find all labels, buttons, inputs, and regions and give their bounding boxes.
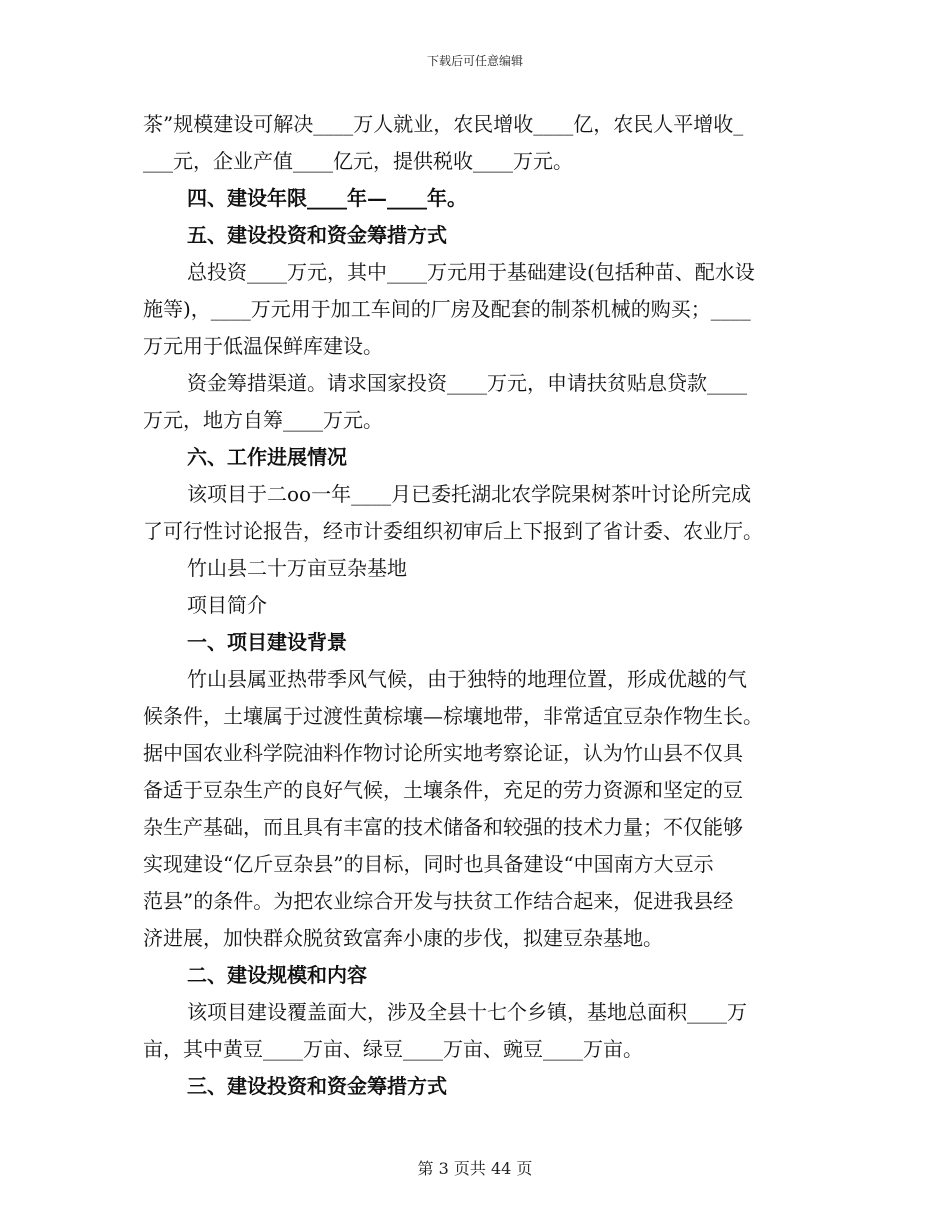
text-line: 济进展，加快群众脱贫致富奔小康的步伐，拟建豆杂基地。 bbox=[143, 926, 663, 950]
text-line: 该项目建设覆盖面大，涉及全县十七个乡镇，基地总面积____万 bbox=[187, 1000, 747, 1024]
section-heading: 二、建设规模和内容 bbox=[187, 963, 367, 987]
text-line: 茶”规模建设可解决____万人就业，农民增收____亿，农民人平增收_ bbox=[143, 112, 744, 136]
text-line: 备适于豆杂生产的良好气候，土壤条件，充足的劳力资源和坚定的豆 bbox=[143, 778, 743, 802]
text-line: 亩，其中黄豆____万亩、绿豆____万亩、豌豆____万亩。 bbox=[143, 1037, 643, 1061]
section-heading: 六、工作进展情况 bbox=[187, 445, 347, 469]
text-line: 候条件，土壤属于过渡性黄棕壤—棕壤地带，非常适宜豆杂作物生长。 bbox=[143, 704, 763, 728]
text-line: 总投资____万元，其中____万元用于基础建设(包括种苗、配水设 bbox=[187, 260, 755, 284]
section-heading: 三、建设投资和资金筹措方式 bbox=[187, 1074, 447, 1098]
text-line: 项目简介 bbox=[187, 593, 267, 617]
page-header: 下载后可任意编辑 bbox=[426, 54, 523, 68]
section-heading: 五、建设投资和资金筹措方式 bbox=[187, 223, 447, 247]
page-footer: 第 3 页共 44 页 bbox=[417, 1159, 533, 1178]
text-line: 竹山县属亚热带季风气候，由于独特的地理位置，形成优越的气 bbox=[187, 667, 747, 691]
section-heading: 四、建设年限____年—____年。 bbox=[187, 186, 467, 210]
text-line: 实现建设“亿斤豆杂县”的目标，同时也具备建设“中国南方大豆示 bbox=[143, 852, 714, 876]
text-line: 施等)，____万元用于加工车间的厂房及配套的制茶机械的购买；____ bbox=[143, 297, 751, 321]
text-line: 了可行性讨论报告，经市计委组织初审后上下报到了省计委、农业厅。 bbox=[143, 519, 763, 543]
text-line: 资金筹措渠道。请求国家投资____万元，申请扶贫贴息贷款____ bbox=[187, 371, 747, 395]
text-line: 竹山县二十万亩豆杂基地 bbox=[187, 556, 407, 580]
text-line: 万元，地方自筹____万元。 bbox=[143, 408, 383, 432]
text-line: 据中国农业科学院油料作物讨论所实地考察论证，认为竹山县不仅具 bbox=[143, 741, 743, 765]
text-line: 该项目于二oo一年____月已委托湖北农学院果树茶叶讨论所完成 bbox=[187, 482, 752, 506]
text-line: 范县”的条件。为把农业综合开发与扶贫工作结合起来，促进我县经 bbox=[143, 889, 734, 913]
section-heading: 一、项目建设背景 bbox=[187, 630, 347, 654]
text-line: 杂生产基础，而且具有丰富的技术储备和较强的技术力量；不仅能够 bbox=[143, 815, 743, 839]
document-body bbox=[143, 106, 803, 1105]
text-line: 万元用于低温保鲜库建设。 bbox=[143, 334, 383, 358]
text-line: ___元，企业产值____亿元，提供税收____万元。 bbox=[143, 149, 573, 173]
